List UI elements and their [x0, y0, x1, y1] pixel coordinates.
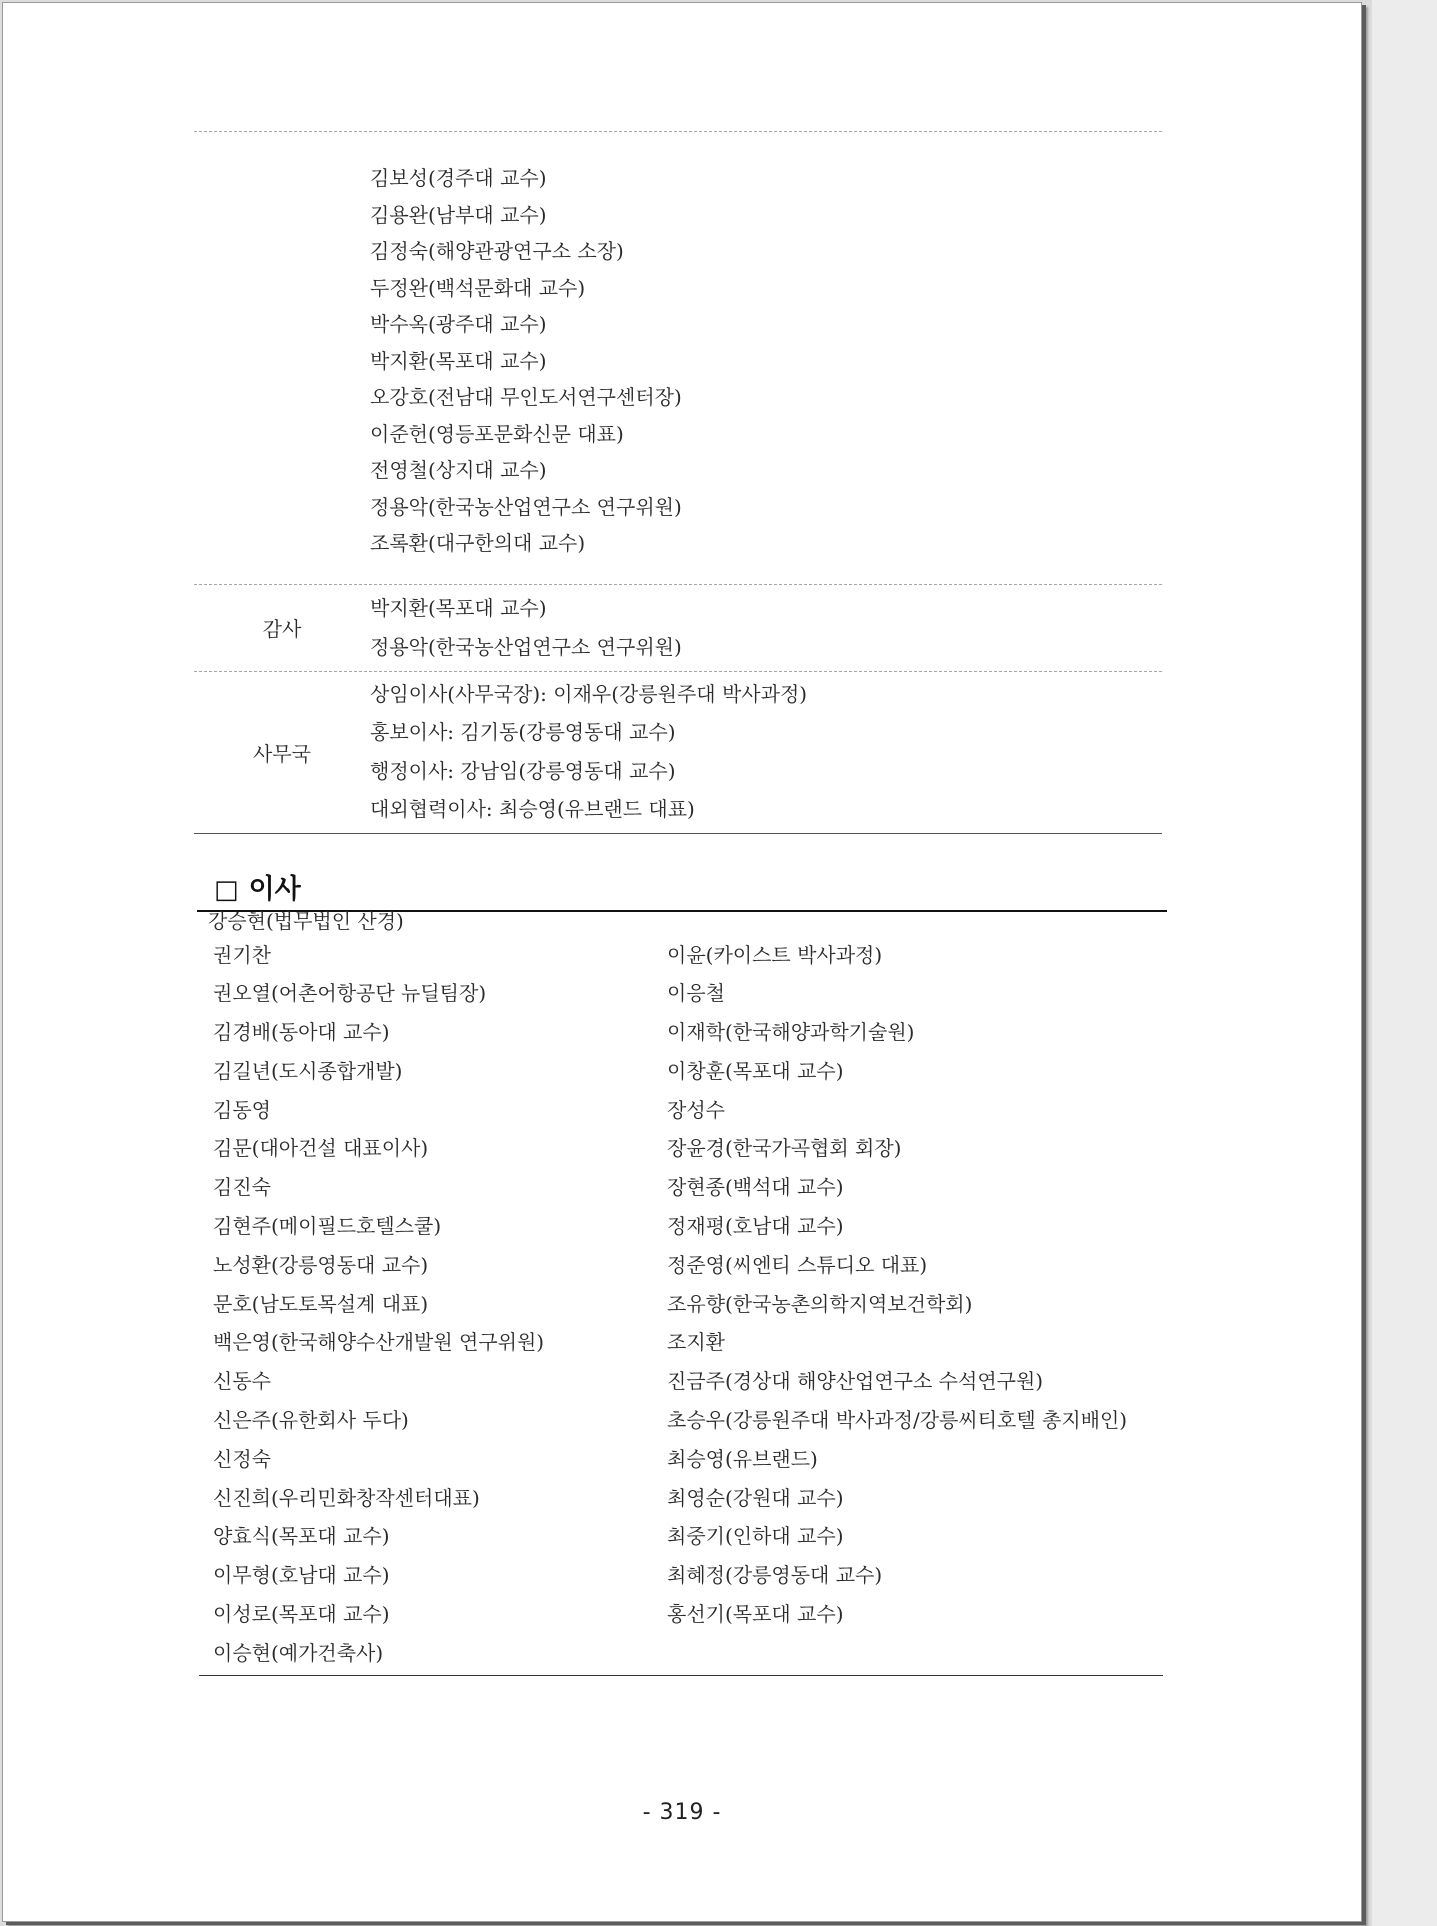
director-item: 김경배(동아대 교수)	[213, 1020, 390, 1045]
director-item: 이무형(호남대 교수)	[213, 1563, 390, 1588]
director-item: 김현주(메이필드호텔스쿨)	[213, 1214, 442, 1239]
director-item: 홍선기(목포대 교수)	[667, 1602, 844, 1627]
director-item: 최영순(강원대 교수)	[667, 1485, 844, 1510]
director-item: 장성수	[667, 1097, 725, 1122]
audit-row	[194, 584, 1162, 671]
directors-left-column	[194, 936, 667, 1673]
secretariat-member: 상임이사(사무국장): 이재우(강릉원주대 박사과정)	[370, 681, 808, 706]
director-first: 강승현(법무법인 산경)	[208, 908, 404, 933]
director-item: 진금주(경상대 해양산업연구소 수석연구원)	[667, 1369, 1044, 1394]
director-item: 김문(대아건설 대표이사)	[213, 1136, 429, 1161]
committee-member: 김용완(남부대 교수)	[370, 202, 547, 227]
director-item: 조지환	[667, 1330, 725, 1355]
committee-member: 전영철(상지대 교수)	[370, 458, 547, 482]
director-item: 이성로(목포대 교수)	[213, 1602, 390, 1627]
committee-member: 김보성(경주대 교수)	[370, 166, 547, 190]
director-item: 신진희(우리민화창작센터대표)	[213, 1485, 480, 1510]
director-item: 김진숙	[213, 1175, 271, 1200]
director-item: 초승우(강릉원주대 박사과정/강릉씨티호텔 총지배인)	[667, 1408, 1128, 1433]
committee-member: 정용악(한국농산업연구소 연구위원)	[370, 494, 682, 519]
audit-label: 감사	[262, 617, 302, 641]
director-item: 노성환(강릉영동대 교수)	[213, 1252, 429, 1277]
directors-title: 이사	[248, 873, 301, 905]
director-item: 김동영	[213, 1097, 271, 1122]
directors-grid	[194, 936, 1162, 1673]
page-content	[194, 131, 1162, 1676]
director-item: 정재평(호남대 교수)	[667, 1214, 844, 1239]
director-item: 조유향(한국농촌의학지역보건학회)	[667, 1291, 973, 1316]
audit-member: 박지환(목포대 교수)	[370, 595, 547, 620]
director-item: 김길년(도시종합개발)	[213, 1058, 403, 1083]
document-page	[2, 2, 1362, 1922]
director-item: 이윤(카이스트 박사과정)	[667, 942, 883, 967]
director-item: 이승현(예가건축사)	[213, 1640, 384, 1665]
audit-member: 정용악(한국농산업연구소 연구위원)	[370, 634, 682, 659]
committee-member: 이준헌(영등포문화신문 대표)	[370, 421, 624, 446]
committee-list	[194, 132, 1162, 584]
committee-member: 박지환(목포대 교수)	[370, 348, 547, 373]
page-number: - 319 -	[642, 1800, 722, 1825]
directors-bottom-rule	[199, 1675, 1163, 1676]
director-item: 백은영(한국해양수산개발원 연구위원)	[213, 1330, 545, 1355]
secretariat-member: 행정이사: 강남임(강릉영동대 교수)	[370, 758, 676, 783]
director-item: 이응철	[667, 981, 725, 1006]
committee-member: 조록환(대구한의대 교수)	[370, 531, 586, 555]
directors-list	[194, 906, 1162, 1676]
director-item: 권오열(어촌어항공단 뉴딜팀장)	[213, 981, 487, 1006]
director-item: 최승영(유브랜드)	[667, 1446, 818, 1471]
director-item: 장윤경(한국가곡협회 회장)	[667, 1136, 902, 1161]
director-item: 이창훈(목포대 교수)	[667, 1058, 844, 1083]
committee-member: 박수옥(광주대 교수)	[370, 312, 547, 336]
secretariat-row	[194, 671, 1162, 834]
director-item: 이재학(한국해양과학기술원)	[667, 1020, 915, 1045]
director-item: 권기찬	[213, 942, 271, 967]
secretariat-lines	[370, 672, 1162, 833]
audit-lines	[370, 585, 1162, 671]
director-item: 신동수	[213, 1369, 271, 1394]
directors-right-column	[667, 936, 1128, 1673]
checkbox-square-icon: □	[214, 874, 239, 905]
director-item: 장현종(백석대 교수)	[667, 1175, 844, 1200]
committee-member: 두정완(백석문화대 교수)	[370, 275, 586, 300]
viewer-background-strip	[1372, 0, 1437, 1926]
director-item: 신은주(유한회사 두다)	[213, 1408, 409, 1433]
director-item: 최중기(인하대 교수)	[667, 1524, 844, 1549]
committee-member: 오강호(전남대 무인도서연구센터장)	[370, 385, 682, 409]
secretariat-member: 홍보이사: 김기동(강릉영동대 교수)	[370, 720, 676, 744]
director-item: 문호(남도토목설계 대표)	[213, 1291, 429, 1316]
directors-heading	[194, 874, 1162, 906]
secretariat-label: 사무국	[253, 741, 311, 766]
committee-member: 김정숙(해양관광연구소 소장)	[370, 239, 624, 263]
director-item: 정준영(씨엔티 스튜디오 대표)	[667, 1252, 928, 1277]
director-item: 양효식(목포대 교수)	[213, 1524, 390, 1549]
director-item: 최혜정(강릉영동대 교수)	[667, 1563, 883, 1588]
secretariat-member: 대외협력이사: 최승영(유브랜드 대표)	[370, 797, 695, 821]
director-item: 신정숙	[213, 1446, 271, 1471]
